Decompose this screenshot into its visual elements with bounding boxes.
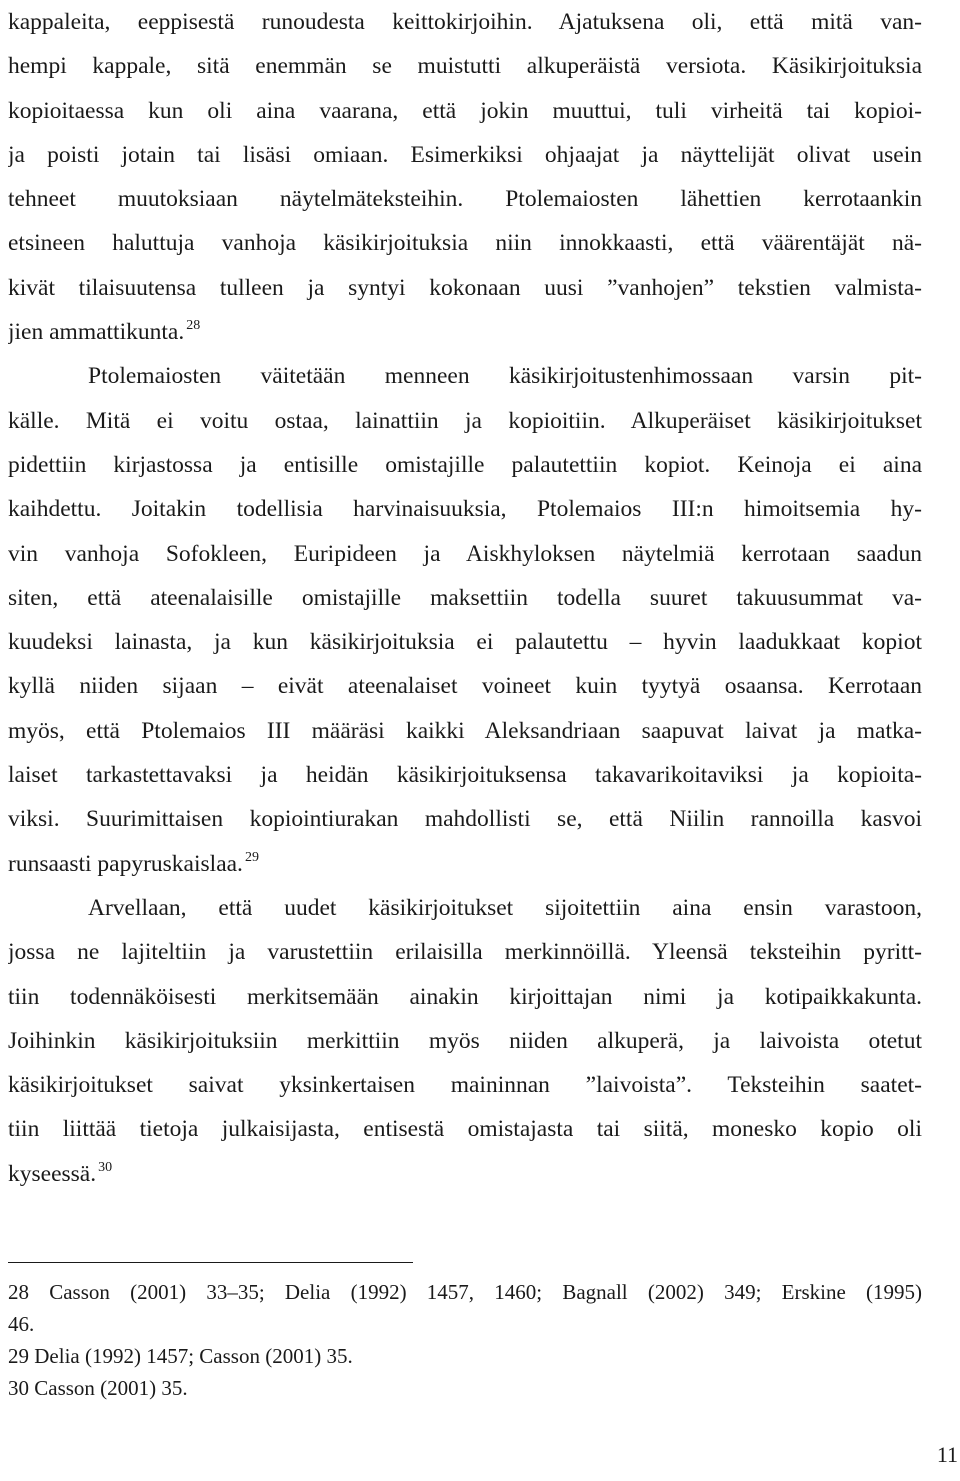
text-line: etsineen haluttuja vanhoja käsikirjoituksia niin innokkaasti, että väärentäjät nä-: [8, 230, 922, 257]
text-line: kuudeksi lainasta, ja kun käsikirjoituksia ei palautettu – hyvin laadukkaat kopiot: [8, 629, 922, 656]
text-line: Arvellaan, että uudet käsikirjoitukset sijoitettiin aina ensin varastoon,: [88, 894, 922, 921]
text-line: viksi. Suurimittaisen kopiointiurakan mahdollisti se, että Niilin rannoilla kasvoi: [8, 806, 922, 833]
text-line: vin vanhoja Sofokleen, Euripideen ja Aiskhyloksen näytelmiä kerrotaan saadun: [8, 540, 922, 567]
footnote-continuation: 46.: [8, 1312, 35, 1336]
text-line: tiin liittää tietoja julkaisijasta, entisestä omistajasta tai siitä, monesko kopio oli: [8, 1116, 922, 1143]
text-line: kyllä niiden sijaan – eivät ateenalaiset voineet kuin tyytyä osaansa. Kerrotaan: [8, 673, 922, 700]
page-number: 11: [936, 1442, 958, 1467]
text-line: kappaleita, eeppisestä runoudesta keittokirjoihin. Ajatuksena oli, että mitä van-: [8, 9, 922, 35]
footnotes: [8, 1276, 922, 1404]
text-line: Ptolemaiosten väitetään menneen käsikirjoitustenhimossaan varsin pit-: [88, 363, 922, 390]
text-line: laiset tarkastettavaksi ja heidän käsikirjoituksensa takavarikoitaviksi ja kopioita-: [8, 762, 922, 789]
footnote: 30 Casson (2001) 35.: [8, 1376, 188, 1400]
text-line: kyseessä.: [8, 1160, 97, 1187]
text-line: kopioitaessa kun oli aina vaarana, että jokin muuttui, tuli virheitä tai kopioi-: [8, 97, 922, 124]
text-line: Joihinkin käsikirjoituksiin merkittiin myös niiden alkuperä, ja laivoista otetut: [8, 1027, 922, 1054]
footnote-ref: 30: [98, 1159, 113, 1175]
text-line: jien ammattikunta.: [8, 319, 185, 346]
text-line-with-note: [8, 310, 922, 354]
text-line: runsaasti papyruskaislaa.: [8, 850, 243, 877]
footnote-ref: 28: [186, 318, 201, 334]
text-line: källe. Mitä ei voitu ostaa, lainattiin ja kopioitiin. Alkuperäiset käsikirjoitukset: [8, 407, 922, 434]
footnote-ref: 29: [244, 849, 259, 865]
footnote: 29 Delia (1992) 1457; Casson (2001) 35.: [8, 1344, 353, 1368]
text-line: kivät tilaisuutensa tulleen ja syntyi kokonaan uusi ”vanhojen” tekstien valmista-: [8, 274, 922, 301]
text-line-with-note: [8, 1152, 922, 1196]
footnote-divider: [8, 1262, 413, 1263]
text-line: tiin todennäköisesti merkitsemään ainakin kirjoittajan nimi ja kotipaikkakunta.: [8, 983, 922, 1010]
text-line: kaihdettu. Joitakin todellisia harvinaisuuksia, Ptolemaios III:n himoitsemia hy-: [8, 496, 922, 523]
text-line: ja poisti jotain tai lisäsi omiaan. Esimerkiksi ohjaajat ja näyttelijät olivat usein: [8, 141, 922, 168]
text-line: myös, että Ptolemaios III määräsi kaikki Aleksandriaan saapuvat laivat ja matka-: [8, 717, 922, 744]
text-line: tehneet muutoksiaan näytelmäteksteihin. Ptolemaiosten lähettien kerrotaankin: [8, 186, 922, 213]
text-line: hempi kappale, sitä enemmän se muistutti alkuperäistä versiota. Käsikirjoituksia: [8, 53, 922, 80]
text-line: siten, että ateenalaisille omistajille maksettiin todella suuret takuusummat va-: [8, 584, 922, 611]
footnote: 28 Casson (2001) 33–35; Delia (1992) 1457, 1460; Bagnall (2002) 349; Erskine (1995): [8, 1280, 922, 1304]
text-line: pidettiin kirjastossa ja entisille omistajille palautettiin kopiot. Keinoja ei aina: [8, 451, 922, 478]
document-page: [8, 0, 958, 1481]
body-text: [8, 0, 922, 1196]
text-line-with-note: [8, 842, 922, 886]
text-line: jossa ne lajiteltiin ja varustettiin erilaisilla merkinnöillä. Yleensä teksteihin pyritt-: [8, 939, 922, 966]
text-line: käsikirjoitukset saivat yksinkertaisen maininnan ”laivoista”. Teksteihin saatet-: [8, 1072, 922, 1099]
